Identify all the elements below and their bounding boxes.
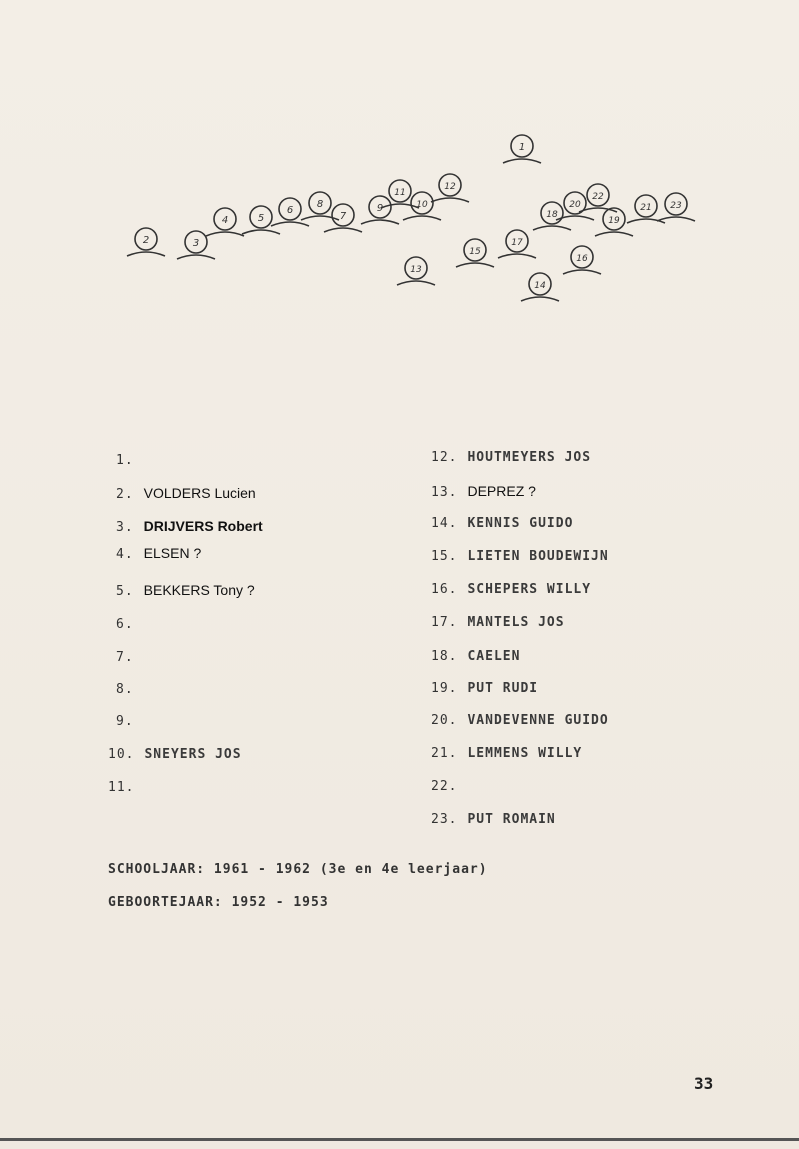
person-marker-10 [403, 192, 441, 220]
person-marker-4 [206, 208, 244, 236]
person-marker-2 [127, 228, 165, 256]
bottom-edge-rule [0, 1138, 799, 1141]
svg-text:14: 14 [534, 281, 546, 291]
svg-text:22: 22 [592, 192, 604, 202]
list-item: 2. VOLDERS Lucien [116, 485, 256, 502]
svg-text:19: 19 [608, 216, 620, 226]
list-item: 9. [116, 714, 134, 729]
svg-text:11: 11 [394, 188, 406, 198]
svg-text:3: 3 [192, 238, 200, 249]
list-item: 14. KENNIS GUIDO [431, 516, 574, 531]
svg-text:17: 17 [511, 238, 523, 248]
person-marker-19 [595, 208, 633, 236]
list-item: 3. DRIJVERS Robert [116, 518, 263, 535]
svg-text:1: 1 [518, 142, 526, 153]
list-item: 1. [116, 453, 134, 468]
person-marker-16 [563, 246, 601, 274]
list-item: 10. SNEYERS JOS [108, 747, 242, 762]
list-item: 5. BEKKERS Tony ? [116, 582, 255, 599]
person-marker-15 [456, 239, 494, 267]
svg-text:6: 6 [286, 205, 294, 216]
list-item: 4. ELSEN ? [116, 545, 202, 562]
person-marker-20 [556, 192, 594, 220]
svg-text:13: 13 [410, 265, 422, 275]
svg-text:7: 7 [339, 211, 347, 222]
person-marker-12 [431, 174, 469, 202]
list-item: 22. [431, 779, 458, 794]
list-item: 17. MANTELS JOS [431, 615, 565, 630]
person-marker-21 [627, 195, 665, 223]
list-item: 19. PUT RUDI [431, 681, 539, 696]
school-year-line: SCHOOLJAAR: 1961 - 1962 (3e en 4e leerjaar) [108, 862, 488, 877]
person-marker-14 [521, 273, 559, 301]
person-marker-11 [381, 180, 419, 208]
class-photo-position-sketch [0, 0, 799, 330]
svg-text:5: 5 [257, 213, 265, 224]
list-item: 8. [116, 682, 134, 697]
list-item: 15. LIETEN BOUDEWIJN [431, 549, 609, 564]
person-marker-5 [242, 206, 280, 234]
svg-text:10: 10 [416, 200, 428, 210]
svg-text:8: 8 [316, 199, 324, 210]
svg-text:16: 16 [576, 254, 588, 264]
svg-text:2: 2 [142, 235, 150, 246]
person-marker-6 [271, 198, 309, 226]
list-item: 18. CAELEN [431, 649, 521, 664]
person-marker-13 [397, 257, 435, 285]
person-marker-8 [301, 192, 339, 220]
svg-text:12: 12 [444, 182, 456, 192]
svg-text:23: 23 [670, 201, 682, 211]
list-item: 16. SCHEPERS WILLY [431, 582, 592, 597]
birth-year-line: GEBOORTEJAAR: 1952 - 1953 [108, 895, 329, 910]
person-marker-23 [657, 193, 695, 221]
person-marker-17 [498, 230, 536, 258]
list-item: 20. VANDEVENNE GUIDO [431, 713, 609, 728]
list-item: 12. HOUTMEYERS JOS [431, 450, 592, 465]
svg-text:18: 18 [546, 210, 558, 220]
svg-text:15: 15 [469, 247, 481, 257]
list-item: 11. [108, 780, 135, 795]
list-item: 13. DEPREZ ? [431, 483, 536, 500]
list-item: 21. LEMMENS WILLY [431, 746, 583, 761]
svg-text:20: 20 [569, 200, 581, 210]
list-item: 7. [116, 650, 134, 665]
list-item: 6. [116, 617, 134, 632]
person-marker-1 [503, 135, 541, 163]
svg-text:9: 9 [376, 203, 384, 214]
svg-text:21: 21 [640, 203, 652, 213]
page-number: 33 [694, 1074, 714, 1093]
svg-text:4: 4 [221, 215, 229, 226]
list-item: 23. PUT ROMAIN [431, 812, 556, 827]
